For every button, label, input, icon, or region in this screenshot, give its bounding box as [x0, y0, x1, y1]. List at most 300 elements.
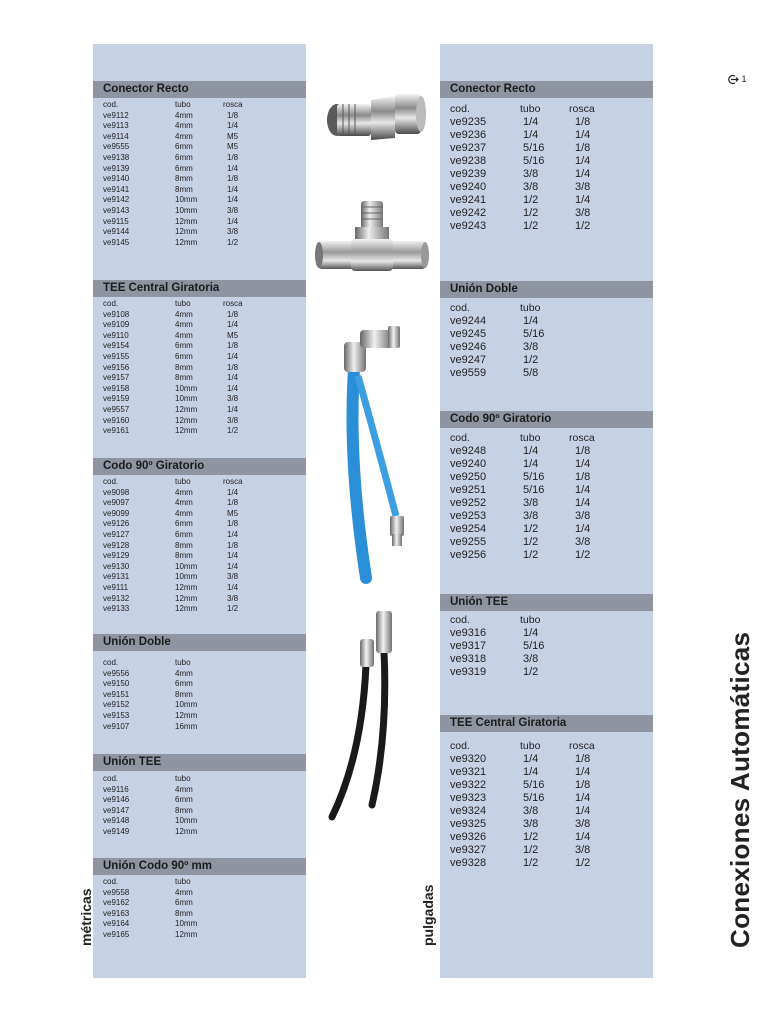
table-cell: 3/8	[523, 341, 539, 353]
column-header: tubo	[175, 100, 191, 109]
table-row	[103, 785, 223, 796]
table-cell: 10mm	[175, 561, 198, 571]
table-row	[450, 844, 595, 857]
table-header-row	[103, 299, 243, 310]
arrow-into-circle-icon	[728, 74, 739, 85]
section-union-codo-metric	[93, 858, 306, 941]
table-cell: 1/2	[523, 220, 539, 232]
table-cell: 1/4	[227, 373, 239, 383]
table-cell: 1/4	[575, 168, 591, 180]
table-cell: ve9148	[103, 816, 130, 826]
product-table	[450, 432, 595, 562]
table-cell: ve9141	[103, 184, 130, 194]
product-table	[103, 100, 243, 248]
table-cell: 5/16	[523, 640, 545, 652]
table-cell: 5/16	[523, 142, 545, 154]
table-row	[450, 536, 595, 549]
table-cell: 1/4	[575, 484, 591, 496]
table-cell: 1/4	[523, 116, 539, 128]
table-cell: 3/8	[523, 818, 539, 830]
column-header: rosca	[223, 299, 243, 308]
table-row	[103, 930, 223, 941]
table-row	[103, 700, 223, 711]
column-header: tubo	[175, 299, 191, 308]
table-cell: ve9255	[450, 536, 487, 548]
table-cell: 1/4	[575, 766, 591, 778]
table-cell: ve9151	[103, 689, 130, 699]
column-header: rosca	[223, 477, 243, 486]
table-cell: ve9108	[103, 309, 130, 319]
table-cell: 1/4	[575, 458, 591, 470]
table-row	[103, 690, 223, 701]
table-cell: 6mm	[175, 529, 193, 539]
table-row	[450, 805, 595, 818]
table-cell: 4mm	[175, 330, 193, 340]
table-cell: ve9248	[450, 445, 487, 457]
table-cell: 6mm	[175, 519, 193, 529]
table-cell: 1/4	[523, 129, 539, 141]
table-cell: 5/16	[523, 484, 545, 496]
table-cell: 6mm	[175, 341, 193, 351]
section-tee-central-metric	[93, 280, 306, 437]
column-header: cod.	[450, 614, 470, 626]
table-cell: 12mm	[175, 604, 198, 614]
column-header: cod.	[103, 774, 119, 783]
table-cell: ve9320	[450, 753, 487, 765]
table-header-row	[103, 774, 223, 785]
union-connectors-black-tubes-image	[322, 605, 422, 825]
table-cell: ve9098	[103, 487, 130, 497]
table-cell: ve9153	[103, 710, 130, 720]
table-cell: 3/8	[523, 168, 539, 180]
table-cell: 4mm	[175, 784, 193, 794]
table-cell: ve9165	[103, 929, 130, 939]
table-cell: 1/4	[227, 561, 239, 571]
table-row	[450, 523, 595, 536]
table-cell: 6mm	[175, 795, 193, 805]
table-row	[103, 426, 243, 437]
table-cell: 10mm	[175, 394, 198, 404]
table-cell: ve9244	[450, 315, 487, 327]
table-cell: M5	[227, 142, 239, 152]
table-cell: ve9238	[450, 155, 487, 167]
table-cell: 3/8	[575, 536, 591, 548]
table-cell: 1/2	[523, 857, 539, 869]
table-cell: ve9326	[450, 831, 487, 843]
table-cell: 5/16	[523, 779, 545, 791]
table-row	[450, 458, 595, 471]
section-union-doble-inch	[440, 281, 653, 380]
table-cell: ve9323	[450, 792, 487, 804]
table-cell: 12mm	[175, 582, 198, 592]
table-cell: 1/2	[523, 194, 539, 206]
table-cell: 10mm	[175, 572, 198, 582]
table-row	[103, 498, 243, 509]
table-cell: 10mm	[175, 700, 198, 710]
table-cell: ve9150	[103, 679, 130, 689]
section-title: Unión Doble	[93, 634, 306, 651]
table-cell: 4mm	[175, 498, 193, 508]
table-cell: 1/8	[227, 152, 239, 162]
table-row	[103, 806, 223, 817]
table-cell: ve9145	[103, 237, 130, 247]
table-cell: ve9132	[103, 593, 130, 603]
table-cell: ve9159	[103, 394, 130, 404]
table-cell: 12mm	[175, 415, 198, 425]
table-row	[103, 153, 243, 164]
table-cell: 1/2	[523, 844, 539, 856]
table-cell: 10mm	[175, 383, 198, 393]
table-cell: 8mm	[175, 184, 193, 194]
page-title: Conexiones Automáticas	[725, 631, 755, 948]
table-cell: 4mm	[175, 887, 193, 897]
table-row	[450, 155, 595, 168]
table-cell: ve9325	[450, 818, 487, 830]
column-header: cod.	[103, 100, 119, 109]
table-row	[103, 679, 223, 690]
table-cell: ve9131	[103, 572, 130, 582]
table-cell: 4mm	[175, 121, 193, 131]
table-cell: 1/4	[227, 383, 239, 393]
column-header: rosca	[569, 103, 595, 115]
table-cell: 3/8	[227, 205, 239, 215]
table-row	[450, 753, 595, 766]
table-header-row	[450, 740, 595, 753]
column-header: cod.	[450, 740, 470, 752]
table-row	[103, 174, 243, 185]
table-cell: M5	[227, 508, 239, 518]
column-header: cod.	[103, 299, 119, 308]
table-row	[103, 551, 243, 562]
table-cell: 5/16	[523, 155, 545, 167]
table-cell: ve9319	[450, 666, 487, 678]
table-row	[450, 116, 595, 129]
table-cell: ve9242	[450, 207, 487, 219]
table-cell: 1/4	[227, 529, 239, 539]
table-row	[450, 666, 569, 679]
table-cell: 1/8	[575, 753, 591, 765]
table-cell: 1/8	[227, 309, 239, 319]
table-cell: ve9109	[103, 320, 130, 330]
table-cell: ve9322	[450, 779, 487, 791]
table-row	[450, 354, 569, 367]
table-cell: ve9235	[450, 116, 487, 128]
table-cell: 1/4	[523, 315, 539, 327]
section-codo-inch	[440, 411, 653, 562]
elbow-connector-blue-tube-image	[330, 320, 410, 585]
table-cell: ve9328	[450, 857, 487, 869]
table-cell: 4mm	[175, 508, 193, 518]
table-row	[103, 898, 223, 909]
product-table	[450, 103, 595, 233]
table-cell: 3/8	[575, 181, 591, 193]
table-cell: 1/4	[575, 523, 591, 535]
table-cell: 4mm	[175, 110, 193, 120]
section-title: Conector Recto	[93, 81, 306, 98]
table-header-row	[450, 614, 569, 627]
table-row	[450, 792, 595, 805]
product-table	[103, 299, 243, 437]
table-cell: ve9256	[450, 549, 487, 561]
table-cell: ve9317	[450, 640, 487, 652]
table-cell: ve9126	[103, 519, 130, 529]
table-row	[103, 827, 223, 838]
table-cell: 1/4	[575, 805, 591, 817]
table-cell: 1/8	[227, 341, 239, 351]
table-cell: 1/4	[227, 404, 239, 414]
table-cell: 1/4	[575, 129, 591, 141]
table-cell: 1/2	[575, 549, 591, 561]
table-cell: ve9157	[103, 373, 130, 383]
table-cell: ve9146	[103, 795, 130, 805]
column-header: cod.	[450, 302, 470, 314]
table-cell: ve9155	[103, 351, 130, 361]
table-row	[450, 766, 595, 779]
table-cell: ve9252	[450, 497, 487, 509]
table-cell: 1/4	[523, 445, 539, 457]
table-cell: 1/4	[523, 766, 539, 778]
table-cell: ve9140	[103, 174, 130, 184]
table-row	[103, 888, 223, 899]
table-row	[450, 445, 595, 458]
table-cell: 1/8	[227, 498, 239, 508]
table-cell: 3/8	[227, 572, 239, 582]
table-cell: ve9111	[103, 582, 129, 592]
table-row	[103, 594, 243, 605]
table-cell: ve9116	[103, 784, 129, 794]
table-cell: 6mm	[175, 163, 193, 173]
table-cell: 1/8	[227, 519, 239, 529]
section-title: Unión TEE	[440, 594, 653, 611]
column-header: tubo	[175, 877, 191, 886]
section-conector-recto-inch	[440, 81, 653, 233]
table-row	[450, 181, 595, 194]
table-cell: 1/2	[523, 831, 539, 843]
table-cell: 1/4	[575, 497, 591, 509]
table-cell: ve9138	[103, 152, 130, 162]
table-cell: 3/8	[227, 415, 239, 425]
section-tee-central-inch	[440, 715, 653, 870]
column-header: tubo	[175, 658, 191, 667]
inch-panel	[440, 44, 653, 978]
metric-panel	[93, 44, 306, 978]
tee-connector-image	[315, 195, 430, 280]
column-header: tubo	[520, 302, 541, 314]
table-header-row	[450, 302, 569, 315]
table-row	[103, 373, 243, 384]
table-row	[450, 341, 569, 354]
table-row	[450, 627, 569, 640]
table-row	[103, 919, 223, 930]
product-table	[450, 302, 569, 380]
table-cell: 3/8	[575, 818, 591, 830]
table-cell: ve9243	[450, 220, 487, 232]
table-row	[103, 132, 243, 143]
table-cell: 1/4	[523, 627, 539, 639]
table-cell: ve9239	[450, 168, 487, 180]
table-cell: 6mm	[175, 679, 193, 689]
table-row	[450, 194, 595, 207]
table-row	[103, 121, 243, 132]
table-cell: 1/4	[575, 831, 591, 843]
table-row	[103, 363, 243, 374]
table-row	[103, 206, 243, 217]
table-cell: ve9147	[103, 805, 130, 815]
table-cell: ve9559	[450, 367, 487, 379]
table-row	[103, 341, 243, 352]
table-row	[103, 795, 223, 806]
table-row	[103, 722, 223, 733]
table-cell: ve9254	[450, 523, 487, 535]
table-header-row	[450, 103, 595, 116]
table-row	[103, 604, 243, 615]
table-cell: ve9318	[450, 653, 487, 665]
table-cell: ve9240	[450, 181, 487, 193]
column-header: cod.	[103, 477, 119, 486]
column-header: tubo	[175, 774, 191, 783]
table-cell: 1/8	[227, 540, 239, 550]
page-number: 1	[741, 74, 747, 84]
table-row	[450, 328, 569, 341]
table-row	[450, 129, 595, 142]
column-header: cod.	[103, 658, 119, 667]
section-title: Unión TEE	[93, 754, 306, 771]
table-row	[103, 185, 243, 196]
table-row	[103, 111, 243, 122]
table-row	[103, 217, 243, 228]
table-cell: 1/4	[227, 216, 239, 226]
table-cell: 12mm	[175, 826, 198, 836]
table-cell: ve9113	[103, 121, 129, 131]
table-cell: ve9133	[103, 604, 130, 614]
table-cell: 1/8	[227, 174, 239, 184]
table-row	[103, 164, 243, 175]
table-cell: 5/16	[523, 792, 545, 804]
table-cell: 1/8	[227, 110, 239, 120]
table-header-row	[103, 658, 223, 669]
table-cell: 1/4	[227, 184, 239, 194]
table-row	[450, 142, 595, 155]
table-cell: ve9156	[103, 362, 130, 372]
product-table	[450, 740, 595, 870]
table-row	[450, 818, 595, 831]
table-cell: 1/4	[575, 155, 591, 167]
table-cell: 1/4	[227, 582, 239, 592]
table-row	[450, 168, 595, 181]
table-cell: ve9099	[103, 508, 130, 518]
table-header-row	[450, 432, 595, 445]
table-cell: 1/2	[523, 536, 539, 548]
table-cell: 12mm	[175, 237, 198, 247]
table-cell: 4mm	[175, 668, 193, 678]
table-cell: 8mm	[175, 551, 193, 561]
table-cell: 12mm	[175, 404, 198, 414]
section-title: Codo 90º Giratorio	[93, 458, 306, 475]
table-cell: 1/4	[227, 195, 239, 205]
table-cell: 10mm	[175, 205, 198, 215]
table-row	[103, 572, 243, 583]
inch-label: pulgadas	[420, 884, 436, 946]
table-row	[450, 653, 569, 666]
table-cell: 1/8	[227, 362, 239, 372]
table-cell: 4mm	[175, 320, 193, 330]
table-cell: 1/4	[227, 163, 239, 173]
product-table	[103, 477, 243, 615]
table-cell: ve9251	[450, 484, 487, 496]
table-cell: 10mm	[175, 195, 198, 205]
section-title: Unión Codo 90º mm	[93, 858, 306, 875]
table-cell: 1/2	[227, 237, 239, 247]
table-cell: 12mm	[175, 227, 198, 237]
table-cell: 12mm	[175, 426, 198, 436]
metric-label: métricas	[78, 888, 94, 946]
table-row	[103, 195, 243, 206]
table-cell: 3/8	[523, 805, 539, 817]
section-title: TEE Central Giratoria	[93, 280, 306, 297]
table-cell: ve9112	[103, 110, 129, 120]
table-cell: ve9162	[103, 898, 130, 908]
section-title: Conector Recto	[440, 81, 653, 98]
table-cell: 1/2	[575, 220, 591, 232]
table-cell: ve9129	[103, 551, 130, 561]
column-header: tubo	[520, 740, 541, 752]
table-cell: 8mm	[175, 805, 193, 815]
table-row	[103, 320, 243, 331]
table-row	[103, 541, 243, 552]
table-cell: 1/4	[227, 551, 239, 561]
product-table	[450, 614, 569, 679]
table-cell: 1/2	[227, 426, 239, 436]
table-row	[103, 416, 243, 427]
table-cell: 6mm	[175, 142, 193, 152]
table-cell: 3/8	[575, 207, 591, 219]
table-header-row	[103, 877, 223, 888]
table-cell: ve9161	[103, 426, 130, 436]
column-header: tubo	[520, 432, 541, 444]
table-cell: ve9164	[103, 919, 130, 929]
table-row	[450, 367, 569, 380]
table-row	[103, 310, 243, 321]
table-cell: 1/4	[523, 458, 539, 470]
column-header: cod.	[450, 103, 470, 115]
section-conector-recto-metric	[93, 81, 306, 248]
table-cell: 1/4	[227, 351, 239, 361]
table-row	[450, 831, 595, 844]
column-header: tubo	[520, 103, 541, 115]
table-cell: 1/8	[575, 116, 591, 128]
table-cell: 3/8	[523, 510, 539, 522]
table-cell: 3/8	[523, 181, 539, 193]
table-row	[450, 471, 595, 484]
table-cell: 12mm	[175, 216, 198, 226]
table-cell: ve9250	[450, 471, 487, 483]
table-cell: ve9158	[103, 383, 130, 393]
table-cell: 1/4	[227, 320, 239, 330]
table-row	[103, 909, 223, 920]
table-cell: 6mm	[175, 898, 193, 908]
table-cell: ve9114	[103, 131, 129, 141]
table-row	[103, 405, 243, 416]
table-cell: M5	[227, 131, 239, 141]
table-row	[103, 669, 223, 680]
table-cell: ve9097	[103, 498, 130, 508]
table-row	[103, 394, 243, 405]
column-header: rosca	[569, 740, 595, 752]
page-marker	[728, 74, 747, 85]
table-cell: 1/8	[575, 142, 591, 154]
table-cell: 3/8	[227, 394, 239, 404]
table-cell: 4mm	[175, 131, 193, 141]
